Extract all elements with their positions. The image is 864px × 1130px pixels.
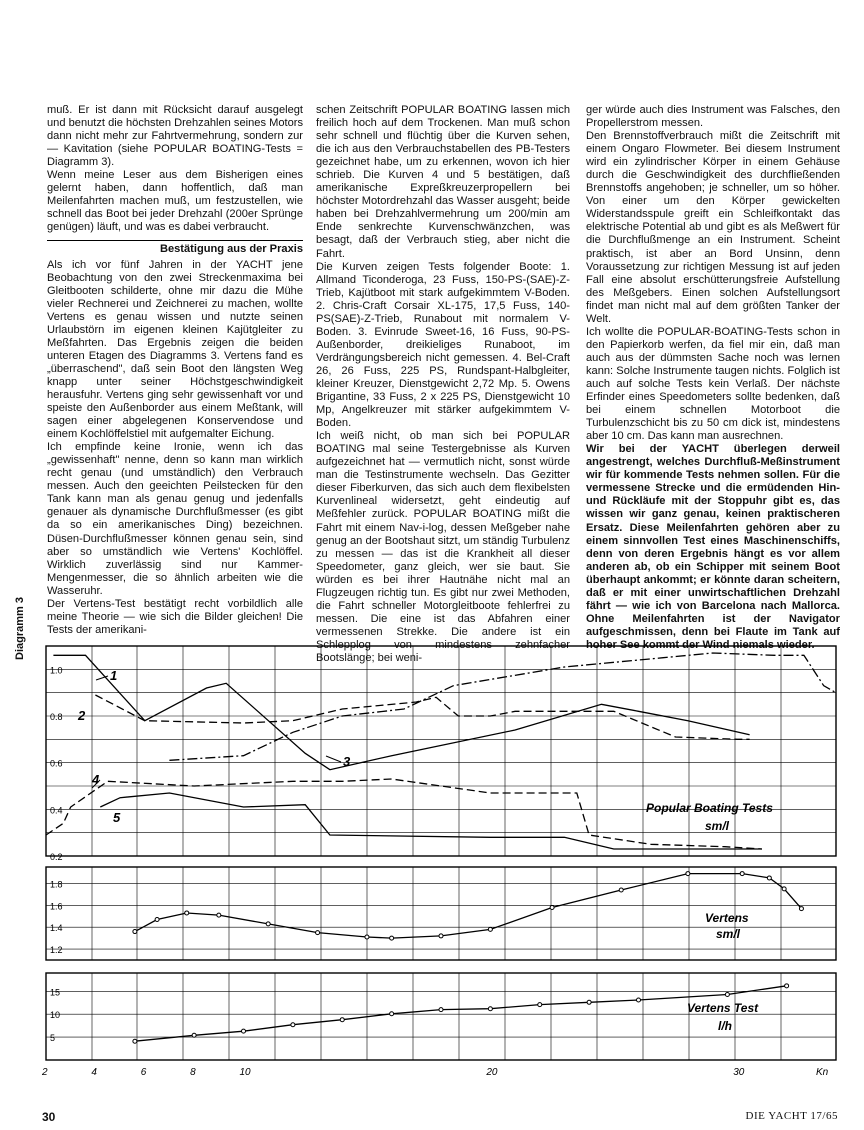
paragraph: muß. Er ist dann mit Rücksicht darauf ausgelegt und benutzt die höchsten Drehzahlen seines Motors dann nicht mehr zur Fahrtvermehrung, sondern zur — Kavitation (siehe POPULAR BOATING-Tests = Diagramm 3). (47, 104, 303, 169)
y-tick-label: 0.8 (50, 712, 63, 722)
y-tick-label: 0.6 (50, 758, 63, 769)
data-point (390, 1012, 394, 1016)
data-point (550, 905, 554, 909)
data-point (799, 907, 803, 911)
panel-unit: sm/l (705, 819, 730, 833)
diagram-label: Diagramm 3 (14, 597, 26, 660)
x-tick-label: 10 (239, 1067, 251, 1078)
curve-label-1: 1 (110, 668, 118, 683)
data-point (439, 934, 443, 938)
data-point (619, 888, 623, 892)
panel-frame (46, 973, 836, 1060)
data-point (637, 998, 641, 1002)
section-heading: Bestätigung aus der Praxis (47, 240, 303, 256)
data-point (488, 1007, 492, 1011)
paragraph: Der Vertens-Test bestätigt recht vorbildlich alle meine Theorie — wie sich die Bilder gleichen! Die Tests der amerikani- (47, 597, 303, 636)
paragraph: Die Kurven zeigen Tests folgender Boote: 1. Allmand Ticonderoga, 23 Fuss, 150-PS-(SAE)-Z-Trieb, Kajütboot mit stark aufgekimmtem V-Boden. 2. Chris-Craft Corsair XL-175, 17,5 Fuss, 140-PS(SAE)-Z-Trieb, Runabout mit normalem V-Boden. 3. Evinrude Sweet-16, 16 Fuss, 90-PS-Außenborder, dreikieliges Runaboot, im Verdrängungsbereich nicht gemessen. 4. Bel-Craft 26, 26 Fuss, 225 PS, Rundspant-Halbgleiter, kleiner Kreuzer, Dienstgewicht 2,72 Mp. 5. Owens Brigantine, 33 Fuss, 2 x 225 PS, Dienstgewicht 10 Mp, Angelkreuzer mit stärker aufgekimmtem V-Boden. (316, 260, 570, 430)
label-leader (326, 756, 341, 762)
y-tick-label: 1.6 (50, 901, 63, 912)
paragraph: Wenn meine Leser aus dem Bisherigen eines gelernt haben, dann hoffentlich, daß man Meilenfahrten machen muß, um festzustellen, wie schnell das Boot bei jeder Drehzahl (200er Sprünge genügen) läuft, und was es dabei verbraucht. (47, 169, 303, 234)
y-tick-label: 1.4 (50, 923, 63, 934)
data-point (782, 887, 786, 891)
data-point (133, 930, 137, 934)
data-point (725, 993, 729, 997)
data-point (316, 931, 320, 935)
data-point (340, 1018, 344, 1022)
data-point (192, 1033, 196, 1037)
panel-unit: sm/l (716, 927, 741, 941)
data-point (291, 1023, 295, 1027)
data-point (785, 984, 789, 988)
y-tick-label: 0.2 (50, 852, 63, 862)
x-tick-label: 20 (486, 1067, 498, 1078)
paragraph: Ich empfinde keine Ironie, wenn ich das „gewissenhaft" nenne, denn so kann man wirklich recht genau (und umständlich) den Verbrauch messen. Auch den geeichten Peilstecken für den Tank kann man als genau genug und jedenfalls genauer als dynamische Durchflußmesser (es gibt da so ein amerikanisches Ding) bezeichnen. Düsen-Durchflußmesser können genau sein, sind aber so umständlich wie Vertens' Kochlöffel. Wirklich zuverlässig sind nur Kammer-Mengenmesser, die so ähnlich arbeiten wie die Wasseruhr. (47, 441, 303, 597)
magazine-issue: DIE YACHT 17/65 (745, 1110, 838, 1122)
data-point (365, 935, 369, 939)
data-point (767, 876, 771, 880)
x-tick-label: 4 (91, 1067, 97, 1078)
paragraph: ger würde auch dies Instrument was Falsches, den Propellerstrom messen. (586, 104, 840, 130)
data-point (587, 1000, 591, 1004)
y-tick-label: 5 (50, 1033, 56, 1044)
data-point (439, 1008, 443, 1012)
panel-title: Popular Boating Tests (646, 801, 773, 815)
x-axis-unit: Kn (816, 1067, 829, 1078)
curve-label-5: 5 (113, 810, 121, 825)
paragraph: Ich weiß nicht, ob man sich bei POPULAR BOATING mal seine Testergebnisse als Kurven aufgezeichnet hat — vermutlich nicht, sonst würde man die Testinstrumente wechseln. Das Gezitter dieser Fiberkurven, das sich auch dem flexibelsten Kurvenlineal widersetzt, geht eindeutig auf Meßfehler zurück. POPULAR BOATING mißt die Fahrt mit einem Nav-i-log, dessen Meßgeber nahe genug an der Bootshaut sitzt, um ständig Turbulenz zu messen — das ist die Krankheit all dieser Speedometer, ganz gleich, wer sie baut. Sie würden es bei ihrer Hautnähe nicht mal an Flugzeugen richtig tun. Es gibt nur zwei Methoden, die Fahrt schneller Motorgleitboote fehlerfrei zu messen. Die eine ist das Abfahren einer vermessenen Strekke. Die andere ist ein Schlepplog von mindestens zehnfacher Bootslänge; bei weni- (316, 430, 570, 664)
panel-title: Vertens (705, 911, 749, 925)
data-point (242, 1029, 246, 1033)
panel-title: Vertens Test (687, 1001, 759, 1015)
data-point (133, 1039, 137, 1043)
curve-label-2: 2 (78, 708, 86, 723)
data-point (155, 918, 159, 922)
y-tick-label: 1.0 (50, 665, 63, 676)
data-point (740, 872, 744, 876)
data-point (390, 936, 394, 940)
data-point (686, 872, 690, 876)
series-line-1 (53, 655, 749, 769)
y-tick-label: 1.2 (50, 945, 63, 956)
curve-label-3: 3 (343, 754, 351, 769)
x-tick-label: 30 (733, 1067, 745, 1078)
panel-unit: l/h (718, 1019, 732, 1033)
paragraph: Als ich vor fünf Jahren in der YACHT jene Beobachtung von den zwei Streckenmaxima bei Gleitbooten schilderte, ohne mir dazu die Mühe vieler Rechnerei und Zeichnerei zu machen, wollte Vertens es genau wissen und nutzte seinen Urlaubstörn im eigenen kleinen Kajütgleiter zu Meßfahrten. Das Ergebnis zeigen die beiden unteren Etagen des Diagramms 3. Vertens fand es „überraschend", daß sein Boot den längsten Weg knapp unter seiner Höchstgeschwindigkeit herausfuhr. Vertens ging sehr gewissenhaft vor und speiste den Außenborder aus einem Meßtank, will sagen einer abgelegenen Konservendose und einem Kochlöffelstiel mit aufgemalter Eichung. (47, 258, 303, 441)
x-tick-label: 8 (190, 1067, 196, 1078)
data-point (266, 922, 270, 926)
paragraph: schen Zeitschrift POPULAR BOATING lassen mich freilich hoch auf dem Trockenen. Man muß schon sehr schnell und flüchtig über die Kurven sehen, die ich aus den Verbrauchstabellen des PB-Testers gezeichnet habe, um zu erkennen, wovon ich hier schrieb. Die Kurven 4 und 5 bestätigen, daß amerikanische Expreßkreuzerpropellern bei höchster Motordrehzahl das Wasser ausgeht; beide haben bei Drehzahlvermehrung um 200/min am Ende senkrechte Kurvenschwänzchen, was besagt, daß der Verbrauch stieg, aber nicht die Fahrt. (316, 104, 570, 260)
y-tick-label: 10 (50, 1010, 61, 1021)
x-tick-label: 2 (42, 1067, 48, 1078)
y-tick-label: 0.4 (50, 805, 63, 816)
page-number: 30 (42, 1110, 56, 1124)
curve-label-4: 4 (92, 772, 100, 787)
series-line-2 (95, 695, 749, 739)
paragraph: Ich wollte die POPULAR-BOATING-Tests schon in den Papierkorb werfen, da fiel mir ein, daß man auch aus der dümmsten Sache noch was lernen kann: Solche Instrumente taugen nichts. Folglich ist auch auf solche Tests kein Verlaß. Der nächste Erfinder eines Speedometers sollte bedenken, daß bei einem schnellen Motorboot die Turbulenzschicht bis zu 50 cm dick ist, mindestens aber 10 cm. Das kann man ausrechnen. (586, 325, 840, 443)
data-point (185, 911, 189, 915)
data-point (217, 913, 221, 917)
y-tick-label: 15 (50, 987, 61, 998)
data-point (538, 1003, 542, 1007)
y-tick-label: 1.8 (50, 879, 63, 890)
paragraph-bold: Wir bei der YACHT überlegen derweil angestrengt, welches Durchfluß-Meßinstrument wir für kommende Tests nehmen sollen. Für die vermessene Strecke und die ermüdenden Hin- und Rückläufe mit der Stoppuhr gibt es, das wissen wir ganz genau, keinen praktischeren Ersatz. Diese Meilenfahrten gehören aber zu einem sinnvollen Test eines Maschinenschiffs, denn von deren Ergebnis hängt es vor allem anderen ab, ob ein Schipper mit seinem Boot überhaupt ankommt; er könnte daran scheitern, daß er mit einer unwirtschaftlichen Drehzahl fährt — wie ich von Barcelona nach Mallorca. Ohne Meilenfahrten ist der Navigator aufgeschmissen, denn bei Flaute im Tank auf hoher See kommt der Wind niemals wieder. (586, 443, 840, 651)
data-point (488, 927, 492, 931)
paragraph: Den Brennstoffverbrauch mißt die Zeitschrift mit einem Ongaro Flowmeter. Bei diesem Instrument wird ein zylindrischer Körper in einem Gehäuse durch die Geschwindigkeit des durchfließenden Brennstoffs angehoben; je schneller, um so höher. Von einer um den Körper gewickelten Widerstandsspule greift ein Schleifkontakt das elektrische Potential ab und gibt es als Meßwert für die Durchflußmenge an ein Instrument. Scheint praktisch, ist aber an Bord Unsinn, denn Voraussetzung zur richtigen Messung ist auf jeden Fall eine absolut erschütterungsfreie Aufstellung des Meßgebers. Einen solchen Aufstellungsort findet man nicht mal auf dem größten Tanker der Welt. (586, 130, 840, 325)
x-tick-label: 6 (140, 1067, 147, 1078)
